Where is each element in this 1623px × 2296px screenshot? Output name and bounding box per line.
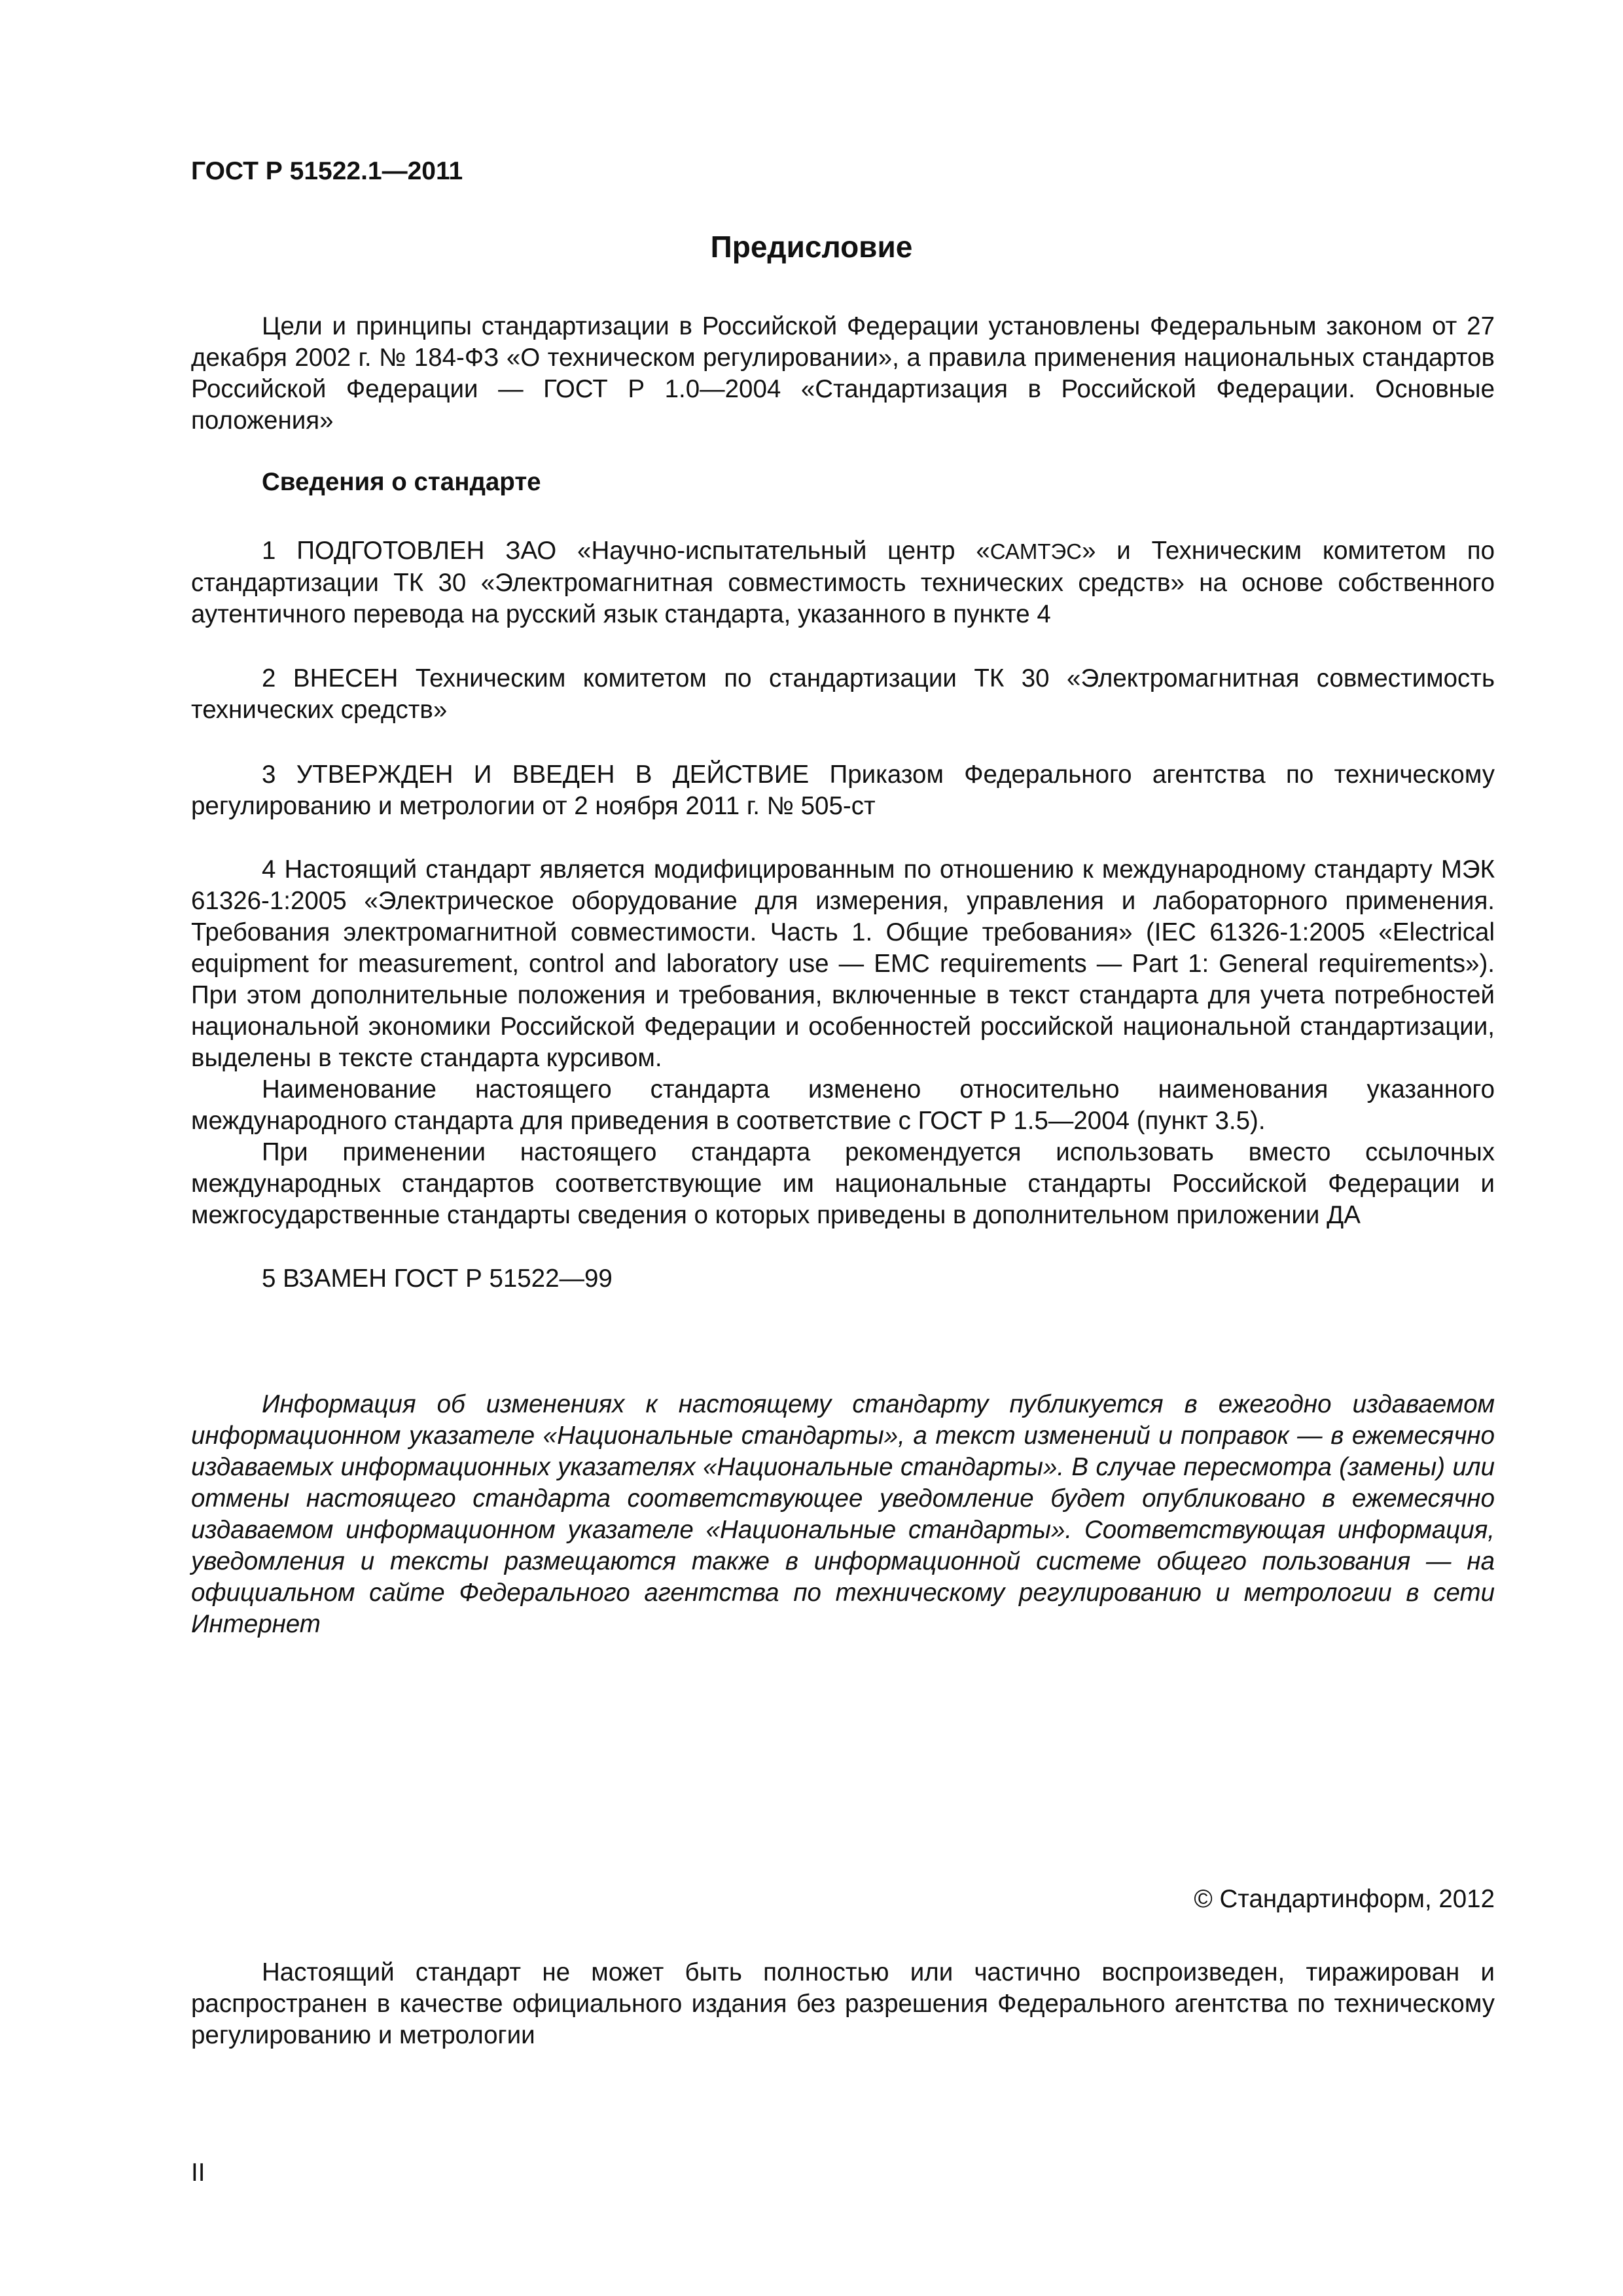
item-4-paragraph-2: Наименование настоящего стандарта изменено относительно наименования указанного международного стандарта для приведения в соответствие с ГОСТ Р 1.5—2004 (пункт 3.5).: [191, 1075, 1495, 1135]
page-number: II: [191, 2159, 205, 2187]
item-3-paragraph: 3 УТВЕРЖДЕН И ВВЕДЕН В ДЕЙСТВИЕ Приказом Федерального агентства по техническому регулированию и метрологии от 2 ноября 2011 г. № 505-ст: [191, 761, 1495, 820]
reproduction-notice-paragraph: Настоящий стандарт не может быть полностью или частично воспроизведен, тиражирован и распространен в качестве официального издания без разрешения Федерального агентства по техническому регулированию и метрологии: [191, 1958, 1495, 2049]
item-4-paragraph-1: 4 Настоящий стандарт является модифицированным по отношению к международному стандарту МЭК 61326-1:2005 «Электрическое оборудование для измерения, управления и лабораторного применения. Требования электромагнитной совместимости. Часть 1. Общие требования» (IEC 61326-1:2005 «Electrical equipment for measurement, control and laboratory use — EMC requirements — Part 1: General requirements»). При этом дополнительные положения и требования, включенные в текст стандарта для учета потребностей национальной экономики Российской Федерации и особенностей российской национальной стандартизации, выделены в тексте стандарта курсивом.: [191, 855, 1495, 1072]
intro-section: [191, 311, 1495, 437]
item-1-org: САМТЭС: [990, 539, 1082, 564]
item-5-paragraph: 5 ВЗАМЕН ГОСТ Р 51522—99: [262, 1265, 613, 1293]
document-code: ГОСТ Р 51522.1—2011: [191, 157, 463, 185]
item-2-paragraph: 2 ВНЕСЕН Техническим комитетом по стандартизации ТК 30 «Электромагнитная совместимость технических средств»: [191, 664, 1495, 724]
item-2: [191, 663, 1495, 726]
item-4: [191, 854, 1495, 1231]
item-1-text-b: » и Техническим комитетом по стандартизации ТК 30 «Электромагнитная совместимость технических средств» на основе собственного аутентичного перевода на русский язык стандарта, указанного в пункте 4: [191, 537, 1495, 628]
info-notice-section: [191, 1389, 1495, 1640]
item-1-text-a: 1 ПОДГОТОВЛЕН ЗАО «Научно-испытательный центр «: [262, 537, 990, 565]
standard-info-heading: Сведения о стандарте: [262, 468, 541, 496]
reproduction-notice-section: [191, 1957, 1495, 2051]
page-title: Предисловие: [710, 230, 913, 264]
item-4-paragraph-3: При применении настоящего стандарта рекомендуется использовать вместо ссылочных международных стандартов соответствующие им национальные стандарты Российской Федерации и межгосударственные стандарты сведения о которых приведены в дополнительном приложении ДА: [191, 1138, 1495, 1229]
item-3: [191, 759, 1495, 822]
item-1: [191, 535, 1495, 630]
copyright: © Стандартинформ, 2012: [1194, 1885, 1495, 1913]
intro-paragraph: Цели и принципы стандартизации в Российской Федерации установлены Федеральным законом от 27 декабря 2002 г. № 184-ФЗ «О техническом регулировании», а правила применения национальных стандартов Российской Федерации — ГОСТ Р 1.0—2004 «Стандартизация в Российской Федерации. Основные положения»: [191, 312, 1495, 435]
item-5: [191, 1263, 1495, 1295]
info-notice-paragraph: Информация об изменениях к настоящему стандарту публикуется в ежегодно издаваемом информационном указателе «Национальные стандарты», а текст изменений и поправок — в ежемесячно издаваемых информационных указателях «Национальные стандарты». В случае пересмотра (замены) или отмены настоящего стандарта соответствующее уведомление будет опубликовано в ежемесячно издаваемом информационном указателе «Национальные стандарты». Соответствующая информация, уведомления и тексты размещаются также в информационной системе общего пользования — на официальном сайте Федерального агентства по техническому регулированию и метрологии в сети Интернет: [191, 1390, 1495, 1638]
item-1-paragraph: [191, 535, 1495, 630]
